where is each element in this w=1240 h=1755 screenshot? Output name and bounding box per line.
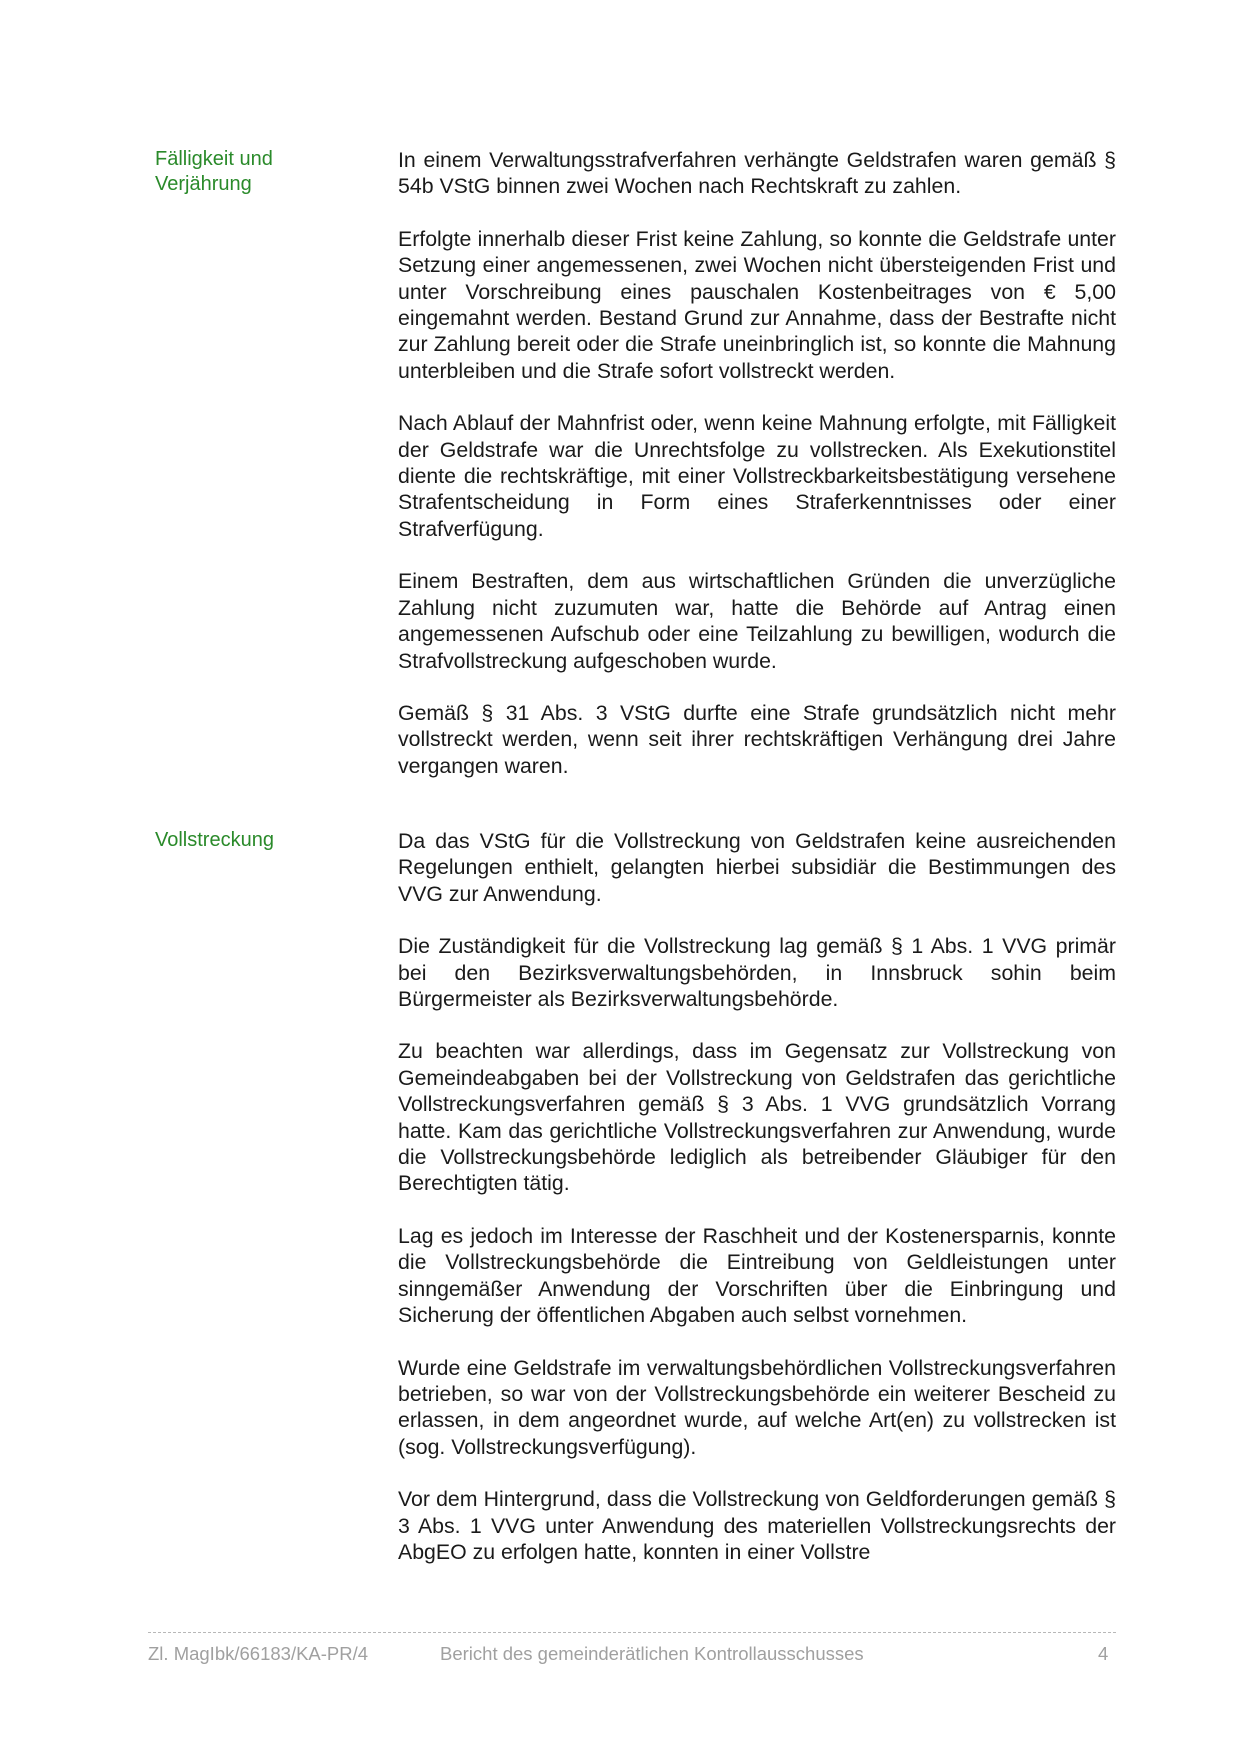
section-body — [398, 828, 1116, 1591]
paragraph: Da das VStG für die Vollstreckung von Geldstrafen keine ausreichenden Regelungen enthielt, gelangten hierbei subsidiär die Bestimmungen des VVG zur Anwendung. — [398, 829, 1116, 906]
paragraph: Erfolgte innerhalb dieser Frist keine Zahlung, so konnte die Geldstrafe unter Setzung einer angemessenen, zwei Wochen nicht übersteigenden Frist und unter Vorschreibung eines pauschalen Kostenbeitrages von € 5,00 eingemahnt werden. Bestand Grund zur Annahme, dass der Bestrafte nicht zur Zahlung bereit oder die Strafe uneinbringlich ist, so konnte die Mahnung unterbleiben und die Strafe sofort vollstreckt werden. — [398, 226, 1116, 383]
paragraph: Wurde eine Geldstrafe im verwaltungsbehördlichen Vollstreckungsverfahren betrieben, so war von der Vollstreckungsbehörde ein weiterer Bescheid zu erlassen, in dem angeordnet wurde, auf welche Art(en) zu vollstrecken ist (sog. Vollstreckungsverfügung). — [398, 1355, 1116, 1459]
footer-report-title: Bericht des gemeinderätlichen Kontrollausschusses — [440, 1643, 864, 1664]
paragraph: Die Zuständigkeit für die Vollstreckung lag gemäß § 1 Abs. 1 VVG primär bei den Bezirksverwaltungsbehörden, in Innsbruck sohin beim Bürgermeister als Bezirksverwaltungsbehörde. — [398, 934, 1116, 1012]
footer-divider — [148, 1632, 1116, 1633]
paragraph: In einem Verwaltungsstrafverfahren verhängte Geldstrafen waren gemäß § 54b VStG binnen zwei Wochen nach Rechtskraft zu zahlen. — [398, 148, 1116, 199]
paragraph: Lag es jedoch im Interesse der Raschheit und der Kostenersparnis, konnte die Vollstreckungsbehörde die Eintreibung von Geldleistungen unter sinngemäßer Anwendung der Vorschriften über die Einbringung und Sicherung der öffentlichen Abgaben auch selbst vornehmen. — [398, 1223, 1116, 1328]
footer-reference: Zl. MagIbk/66183/KA-PR/4 — [148, 1643, 369, 1664]
paragraph: Zu beachten war allerdings, dass im Gegensatz zur Vollstreckung von Gemeindeabgaben bei der Vollstreckung von Geldstrafen das gerichtliche Vollstreckungsverfahren gemäß § 3 Abs. 1 VVG grundsätzlich Vorrang hatte. Kam das gerichtliche Vollstreckungsverfahren zur Anwendung, wurde die Vollstreckungsbehörde lediglich als betreibender Gläubiger für den Berechtigten tätig. — [398, 1039, 1116, 1196]
section-body — [398, 147, 1116, 805]
margin-heading-faelligkeit: Fälligkeit und Verjährung — [155, 148, 273, 195]
paragraph: Vor dem Hintergrund, dass die Vollstreckung von Geldforderungen gemäß § 3 Abs. 1 VVG unter Anwendung des materiellen Vollstreckungsrechts der AbgEO zu erfolgen hatte, konnten in einer Vollstre — [398, 1487, 1116, 1564]
paragraph: Einem Bestraften, dem aus wirtschaftlichen Gründen die unverzügliche Zahlung nicht zuzumuten war, hatte die Behörde auf Antrag einen angemessenen Aufschub oder eine Teilzahlung zu bewilligen, wodurch die Strafvollstreckung aufgeschoben wurde. — [398, 569, 1116, 673]
paragraph: Nach Ablauf der Mahnfrist oder, wenn keine Mahnung erfolgte, mit Fälligkeit der Geldstrafe war die Unrechtsfolge zu vollstrecken. Als Exekutionstitel diente die rechtskräftige, mit einer Vollstreckbarkeitsbestätigung versehene Strafentscheidung in Form eines Straferkenntnisses oder einer Strafverfügung. — [398, 411, 1116, 541]
margin-heading-vollstreckung: Vollstreckung — [155, 829, 274, 851]
footer-page-number: 4 — [1098, 1643, 1109, 1664]
paragraph: Gemäß § 31 Abs. 3 VStG durfte eine Strafe grundsätzlich nicht mehr vollstreckt werden, wenn seit ihrer rechtskräftigen Verhängung drei Jahre vergangen waren. — [398, 700, 1116, 778]
